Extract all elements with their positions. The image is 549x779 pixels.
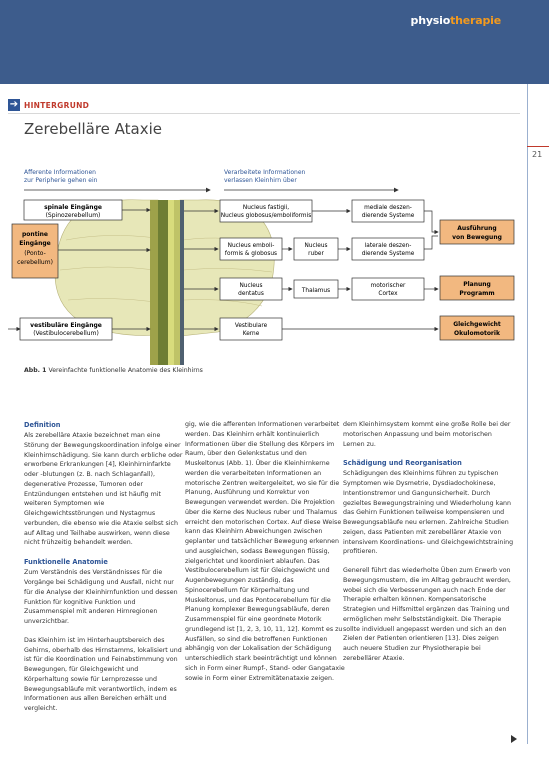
tract-cortex-line2: Cortex [378, 291, 398, 297]
paragraph-reorganisation: Schädigungen des Kleinhirns führen zu typischen Symptomen wie Dysmetrie, Dysdiadochokinese, Intentionstremor und Gangunsicherheit. Durch gezieltes Bewegungstraining und Wiederholung kann das Gehirn Funktionen teilweise kompensieren und Bewegungsabläufe neu erlernen. Zahlreiche Studien zeigen, dass Patienten mit zerebellärer Ataxie von intensivem Koordinations- und Gleichgewichtstraining profitieren. [343, 470, 514, 556]
caption-text: Vereinfachte funktionelle Anatomie des Kleinhirns [48, 367, 203, 374]
output-balance-line2: Okulomotorik [454, 330, 500, 337]
paragraph-anatomy: Zum Verständnis des Verständnisses für die Vorgänge bei Schädigung und Ausfall, nicht nur für die Analyse der Kleinhirnfunktion und dessen Funktion für kognitive Funktion und Zusammenspiel mit anderen Hirnregionen unverzichtbar. [24, 569, 178, 626]
input-vestibular-line1: vestibuläre Eingänge [30, 322, 102, 329]
text-column-1 [24, 420, 184, 714]
paragraph-processing: gig, wie die afferenten Informationen verarbeitet werden. Das Kleinhirn erhält kontinuierlich Informationen über die Stellung des Körpers im Raum, über den Gelenkstatus und den Muskeltonus (Abb. 1). Über die Kleinhirnkerne werden die verarbeiteten Informationen an motorische Zentren weitergeleitet, wo sie für die Planung, Ausführung und Korrektur von Bewegungen verwendet werden. Die Projektion über die Kerne des Nucleus ruber und Thalamus erreicht den motorischen Cortex. Auf diese Weise kann das Kleinhirn Abweichungen zwischen geplanter und tatsächlicher Bewegung erkennen und ausgleichen, sodass Bewegungen flüssig, zielgerichtet und koordiniert ablaufen. Das Vestibulocerebellum ist für Gleichgewicht und Augenbewegungen zuständig, das Spinocerebellum für Körperhaltung und Muskeltonus, und das Pontocerebellum für die Planung komplexer Bewegungsabläufe, deren Zusammenspiel für eine geordnete Motorik grundlegend ist [1, 2, 3, 10, 11, 12]. Kommt es zu Ausfällen, so sind die betroffenen Funktionen abhängig von der Lokalisation der Schädigung unterschiedlich stark beeinträchtigt und können sich in Form einer Rumpf-, Stand- oder Gangataxie sowie in Form einer Extremitätenataxie zeigen. [185, 421, 345, 682]
input-pontine-line1: pontine [22, 231, 48, 238]
nucleus-vestibular-line1: Vestibulare [234, 323, 268, 329]
paragraph-learning: dem Kleinhirnsystem kommt eine große Rolle bei der motorischen Anpassung und beim motorischen Lernen zu. [343, 421, 511, 448]
input-spinal-line1: spinale Eingänge [44, 204, 102, 211]
relay-thalamus-line1: Thalamus [301, 288, 331, 294]
arrow-right-icon: ➔ [9, 99, 19, 110]
afferent-heading-line2: zur Peripherie gehen ein [24, 177, 98, 184]
anatomy-figure [8, 160, 528, 365]
section-label: HINTERGRUND [24, 101, 90, 110]
anatomy-diagram [8, 160, 528, 365]
output-planning-line2: Programm [459, 290, 495, 297]
page-number: 21 [532, 150, 543, 159]
input-pontine-line3: (Ponto- [24, 250, 46, 257]
relay-ruber-line1: Nucleus [304, 243, 328, 249]
journal-logo [411, 14, 501, 27]
text-column-2 [185, 420, 345, 683]
page-number-rule [527, 146, 549, 147]
heading-reorganisation: Schädigung und Reorganisation [343, 459, 462, 468]
nucleus-vestibular-line2: Kerne [242, 331, 260, 337]
caption-label: Abb. 1 [24, 367, 47, 374]
header-bar [0, 0, 549, 84]
nucleus-dentatus-line1: Nucleus [239, 283, 263, 289]
paragraph-practice: Generell führt das wiederholte Üben zum Erwerb von Bewegungsmustern, die im Alltag gebraucht werden, wobei sich die Verbesserungen auch nach Ende der Therapie erhalten können. Kompensatorische Strategien und Hilfsmittel ergänzen das Training und ermöglichen mehr Selbstständigkeit. Die Therapie sollte individuell angepasst werden und sich an den Zielen der Patienten orientieren [13]. Dies zeigen auch neuere Studien zur Physiotherapie bei zerebellärer Ataxie. [343, 567, 511, 662]
input-pontine-line4: cerebellum) [17, 259, 53, 266]
input-spinal-line2: (Spinozerebellum) [45, 212, 101, 219]
next-page-arrow-icon[interactable] [511, 735, 517, 743]
input-vestibular-line2: (Vestibulocerebellum) [33, 330, 99, 337]
heading-definition: Definition [24, 421, 61, 429]
tract-cortex-line1: motorischer [370, 283, 406, 289]
section-rule [8, 113, 520, 114]
figure-caption [24, 367, 203, 374]
output-balance-line1: Gleichgewicht [453, 321, 501, 328]
logo-part2: therapie [450, 14, 501, 27]
nucleus-fastigii-line1: Nucleus fastigii, [242, 205, 290, 211]
input-pontine-line2: Eingänge [19, 240, 51, 247]
paragraph-definition: Als zerebelläre Ataxie bezeichnet man eine Störung der Bewegungskoordination infolge einer Kleinhirnschädigung. Sie kann durch erbliche oder erworbene Erkrankungen [4], Kleinhirninfarkte oder -blutungen (z. B. nach Schlaganfall), degenerative Prozesse, Tumoren oder Entzündungen entstehen und ist häufig mit weiteren Symptomen wie Gleichgewichtsstörungen und Nystagmus verbunden, die ebenso wie die Ataxie selbst sich auf Alltag und Teilhabe auswirken, wenn diese nicht frühzeitig behandelt werden. [24, 432, 183, 547]
nucleus-emboliformis-line2: formis & globosus [224, 251, 278, 257]
output-execution-line2: von Bewegung [452, 234, 502, 241]
efferent-heading-line2: verlassen Kleinhirn über [224, 177, 297, 184]
output-execution-line1: Ausführung [457, 225, 497, 232]
efferent-heading-line1: Verarbeitete Informationen [224, 169, 306, 176]
nucleus-emboliformis-line1: Nucleus emboli- [227, 243, 275, 249]
paragraph-location: Das Kleinhirn ist im Hinterhauptsbereich des Gehirns, oberhalb des Hirnstamms, lokalisiert und ist für die Koordination und Feinabstimmung von Bewegungen, für Gleichgewicht und Körperhaltung sowie für Lernprozesse und Bewegungsabläufe mit verantwortlich, indem es Informationen aus allen Bereichen erhält und vergleicht. [24, 636, 182, 713]
nucleus-fastigii-line2: Nucleus globosus/emboliformis [220, 213, 312, 219]
page-title: Zerebelläre Ataxie [24, 120, 163, 138]
output-planning-line1: Planung [463, 281, 491, 288]
tract-lateral-line1: laterale deszen- [364, 243, 412, 249]
relay-ruber-line2: ruber [308, 251, 324, 257]
nucleus-dentatus-line2: dentatus [238, 291, 264, 297]
text-column-3 [343, 420, 515, 664]
logo-part1: physio [410, 14, 451, 27]
tract-lateral-line2: dierende Systeme [361, 251, 415, 257]
afferent-heading-line1: Afferente Informationen [24, 169, 96, 176]
tract-medial-line1: mediale deszen- [364, 205, 412, 211]
tract-medial-line2: dierende Systeme [361, 213, 415, 219]
heading-anatomy: Funktionelle Anatomie [24, 558, 108, 567]
